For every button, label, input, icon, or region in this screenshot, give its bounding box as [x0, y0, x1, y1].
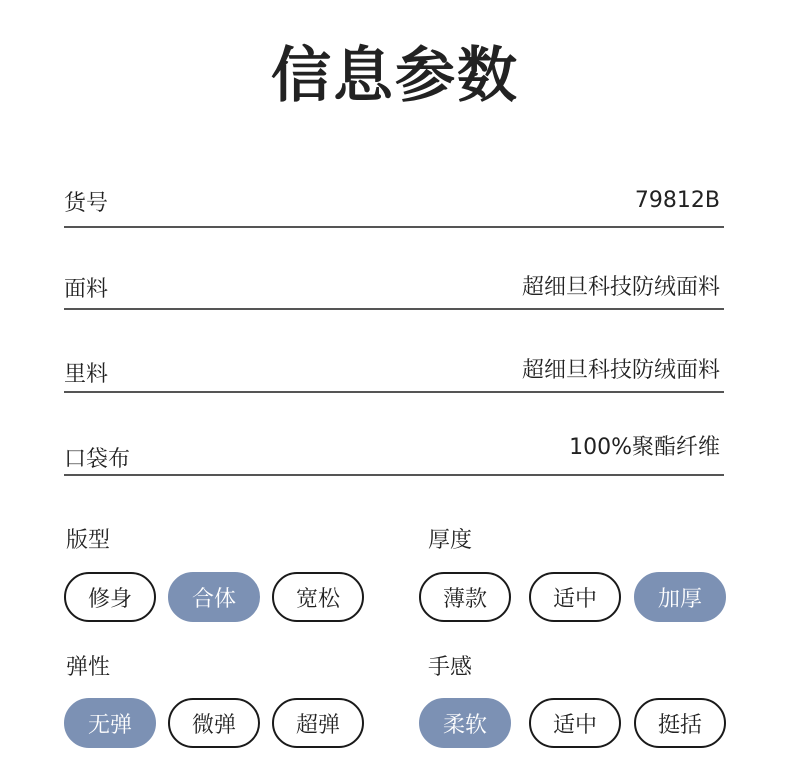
page-title: 信息参数	[271, 41, 519, 111]
fit-option-slim: 修身	[64, 572, 156, 622]
spec-label: 里料	[64, 362, 109, 387]
fit-group-title: 版型	[66, 528, 111, 553]
feel-option-stiff: 挺括	[634, 698, 726, 748]
fit-option-loose: 宽松	[272, 572, 364, 622]
spec-label: 面料	[64, 277, 109, 302]
spec-row-item-number	[64, 168, 724, 228]
elasticity-option-high: 超弹	[272, 698, 364, 748]
divider	[64, 474, 724, 476]
elasticity-option-none: 无弹	[64, 698, 156, 748]
elasticity-option-slight: 微弹	[168, 698, 260, 748]
spec-row-pocket-fabric	[64, 416, 724, 476]
thickness-option-thin: 薄款	[419, 572, 511, 622]
spec-value: 79812B	[634, 188, 720, 213]
divider	[64, 391, 724, 393]
feel-group-title: 手感	[428, 655, 473, 680]
divider	[64, 308, 724, 310]
spec-row-lining	[64, 333, 724, 393]
spec-value: 超细旦科技防绒面料	[521, 275, 720, 300]
thickness-option-thick: 加厚	[634, 572, 726, 622]
spec-value: 超细旦科技防绒面料	[521, 358, 720, 383]
spec-value: 100%聚酯纤维	[569, 435, 720, 460]
thickness-group-title: 厚度	[428, 528, 473, 553]
divider	[64, 226, 724, 228]
spec-label: 口袋布	[64, 447, 131, 472]
feel-option-medium: 适中	[529, 698, 621, 748]
spec-label: 货号	[64, 191, 109, 216]
feel-option-soft: 柔软	[419, 698, 511, 748]
thickness-option-medium: 适中	[529, 572, 621, 622]
fit-option-regular: 合体	[168, 572, 260, 622]
elasticity-group-title: 弹性	[66, 655, 111, 680]
spec-row-fabric	[64, 250, 724, 310]
